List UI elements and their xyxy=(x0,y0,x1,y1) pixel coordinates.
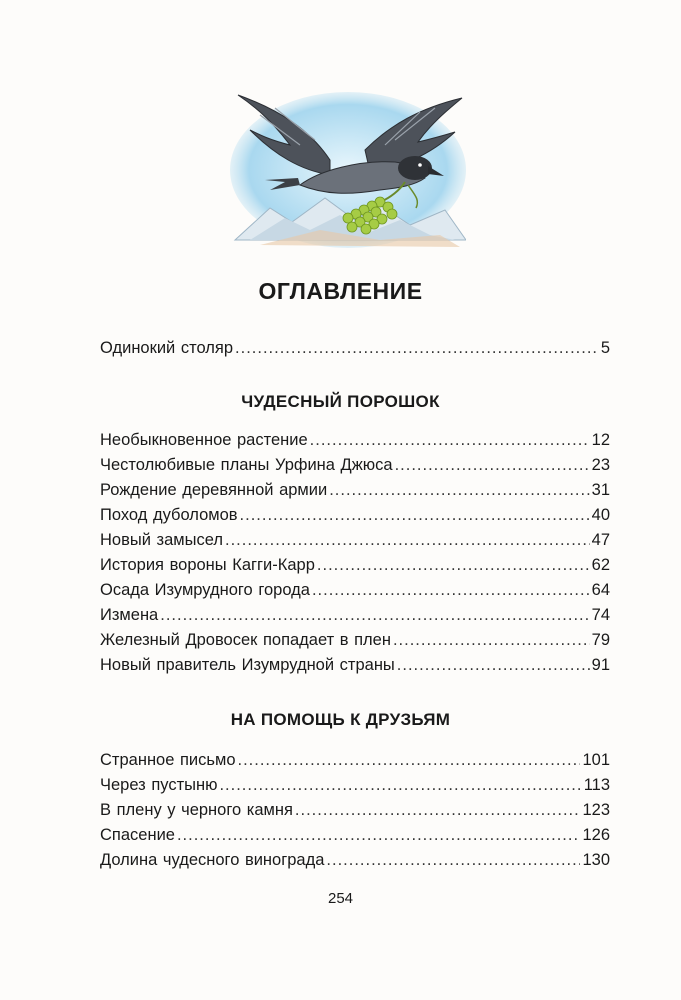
toc-entry[interactable] xyxy=(100,628,610,653)
dot-leader xyxy=(312,578,590,603)
toc-entry[interactable] xyxy=(100,653,610,678)
entry-page-number: 47 xyxy=(591,531,610,549)
dot-leader xyxy=(240,503,590,528)
entry-title: Необыкновенное растение xyxy=(100,431,308,449)
entry-page-number: 91 xyxy=(591,656,610,674)
section-toc-list xyxy=(100,428,610,678)
entry-page-number: 23 xyxy=(591,456,610,474)
toc-title: ОГЛАВЛЕНИЕ xyxy=(258,278,423,304)
section-heading: НА ПОМОЩЬ К ДРУЗЬЯМ xyxy=(230,710,451,729)
intro-toc-list xyxy=(100,336,610,361)
crow-illustration xyxy=(230,90,466,250)
toc-entry[interactable] xyxy=(100,478,610,503)
entry-page-number: 74 xyxy=(591,606,610,624)
dot-leader xyxy=(225,528,590,553)
dot-leader xyxy=(238,748,581,773)
dot-leader xyxy=(326,848,580,873)
entry-title: Измена xyxy=(100,606,159,624)
entry-page-number: 126 xyxy=(582,826,610,844)
dot-leader xyxy=(393,628,590,653)
entry-page-number: 123 xyxy=(582,801,610,819)
section-heading: ЧУДЕСНЫЙ ПОРОШОК xyxy=(241,392,440,411)
entry-title: Поход дуболомов xyxy=(100,506,238,524)
entry-title: Через пустыню xyxy=(100,776,218,794)
entry-title: Новый правитель Изумрудной страны xyxy=(100,656,395,674)
entry-page-number: 79 xyxy=(591,631,610,649)
toc-entry[interactable] xyxy=(100,748,610,773)
dot-leader xyxy=(295,798,581,823)
page-number: 254 xyxy=(327,890,354,907)
entry-page-number: 101 xyxy=(582,751,610,769)
entry-page-number: 5 xyxy=(600,339,610,357)
entry-title: Новый замысел xyxy=(100,531,223,549)
entry-title: Рождение деревянной армии xyxy=(100,481,328,499)
entry-page-number: 64 xyxy=(591,581,610,599)
toc-entry[interactable] xyxy=(100,773,610,798)
entry-title: История вороны Кагги-Карр xyxy=(100,556,315,574)
entry-page-number: 130 xyxy=(582,851,610,869)
entry-page-number: 31 xyxy=(591,481,610,499)
entry-title: Долина чудесного винограда xyxy=(100,851,325,869)
toc-entry[interactable] xyxy=(100,428,610,453)
toc-entry[interactable] xyxy=(100,336,610,361)
dot-leader xyxy=(310,428,590,453)
entry-title: Одинокий столяр xyxy=(100,339,234,357)
toc-entry[interactable] xyxy=(100,453,610,478)
dot-leader xyxy=(329,478,589,503)
entry-page-number: 12 xyxy=(591,431,610,449)
dot-leader xyxy=(235,336,599,361)
toc-entry[interactable] xyxy=(100,848,610,873)
dot-leader xyxy=(397,653,590,678)
entry-title: Честолюбивые планы Урфина Джюса xyxy=(100,456,393,474)
entry-title: Железный Дровосек попадает в плен xyxy=(100,631,391,649)
entry-page-number: 40 xyxy=(591,506,610,524)
dot-leader xyxy=(395,453,590,478)
toc-entry[interactable] xyxy=(100,503,610,528)
toc-entry[interactable] xyxy=(100,603,610,628)
entry-title: Осада Изумрудного города xyxy=(100,581,310,599)
toc-entry[interactable] xyxy=(100,823,610,848)
toc-entry[interactable] xyxy=(100,798,610,823)
entry-page-number: 62 xyxy=(591,556,610,574)
entry-title: В плену у черного камня xyxy=(100,801,293,819)
toc-entry[interactable] xyxy=(100,553,610,578)
dot-leader xyxy=(219,773,581,798)
dot-leader xyxy=(317,553,590,578)
crow-carrying-grapes-icon xyxy=(230,90,466,250)
section-toc-list xyxy=(100,748,610,873)
dot-leader xyxy=(177,823,581,848)
dot-leader xyxy=(160,603,589,628)
toc-entry[interactable] xyxy=(100,528,610,553)
entry-page-number: 113 xyxy=(583,776,610,794)
toc-entry[interactable] xyxy=(100,578,610,603)
entry-title: Спасение xyxy=(100,826,175,844)
entry-title: Странное письмо xyxy=(100,751,236,769)
